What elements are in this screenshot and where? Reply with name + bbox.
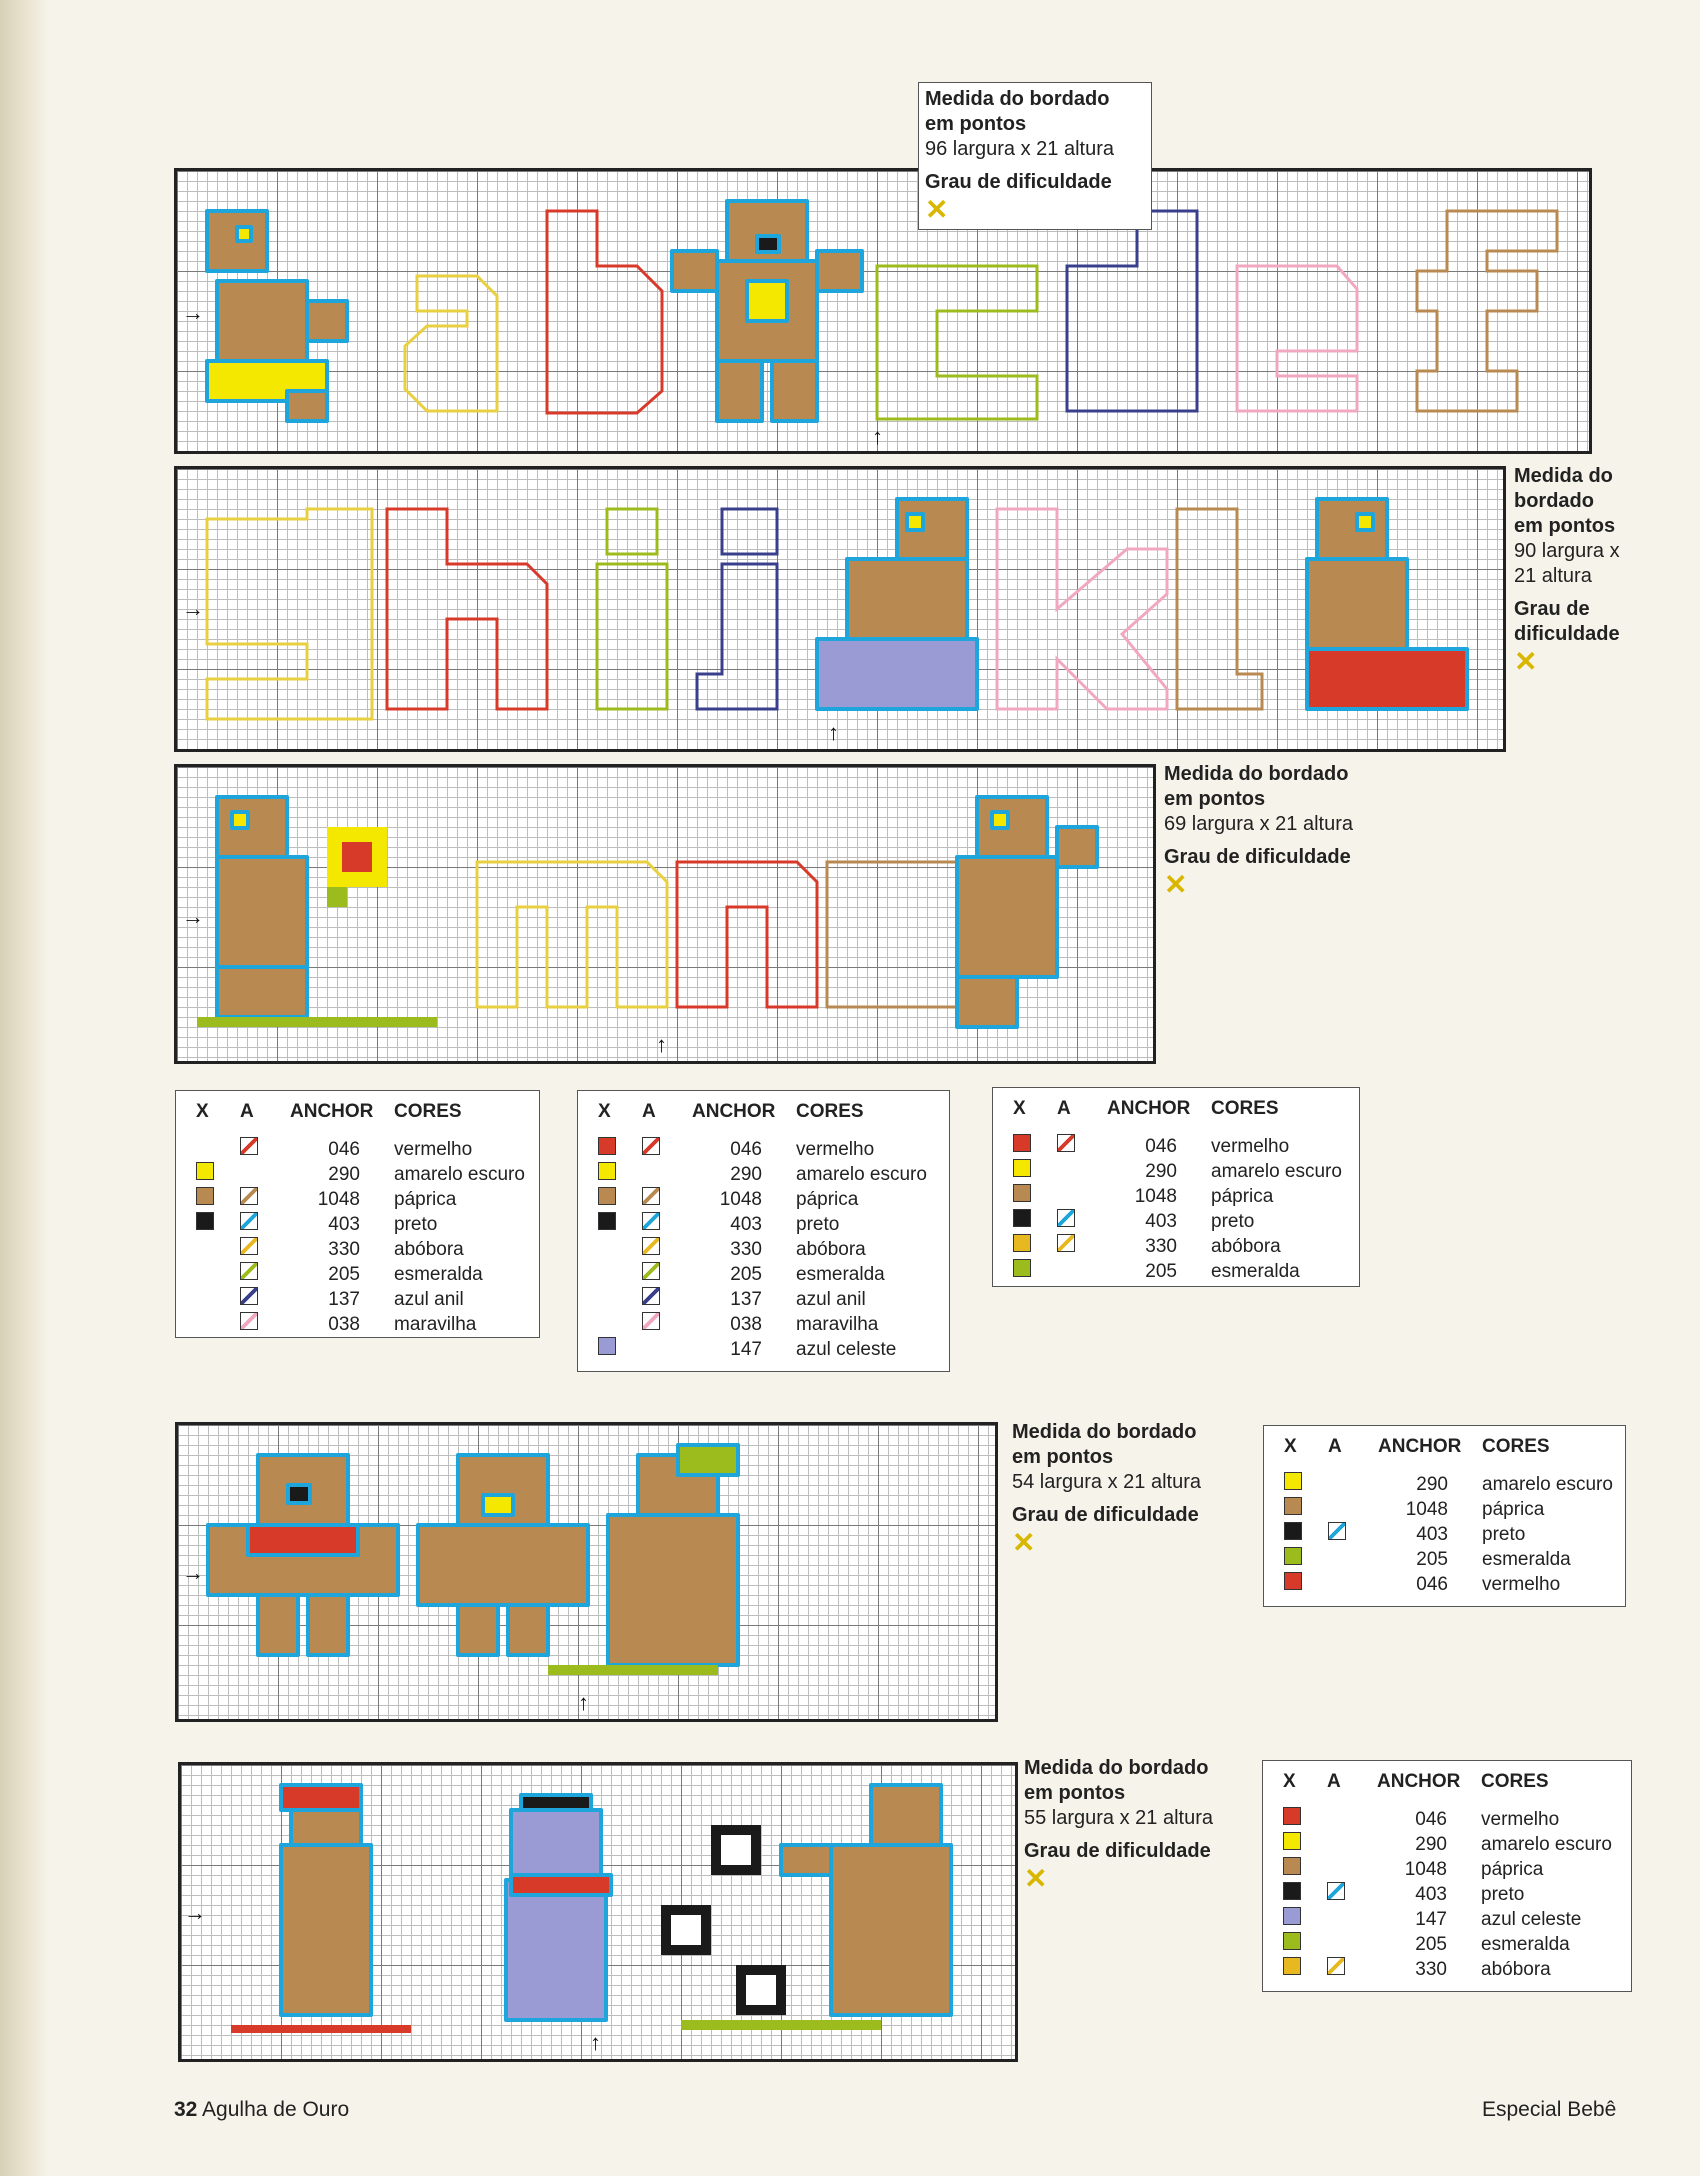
measure-size: 54 largura x 21 altura: [1012, 1471, 1202, 1493]
measure-title: Medida do bordado: [925, 88, 1110, 110]
color-name: páprica: [796, 1189, 859, 1210]
page-number: 32: [174, 2098, 198, 2121]
legend-row: [176, 1262, 539, 1287]
bear-playing-ball: [781, 1785, 951, 2015]
color-name: preto: [796, 1214, 840, 1235]
legend-header-cores: CORES: [796, 1101, 864, 1122]
color-legend-2: [577, 1090, 950, 1372]
backstitch-swatch: [240, 1287, 258, 1305]
measure-sub: em pontos: [1164, 788, 1266, 810]
bear-sitting-yellow-pants: [207, 211, 347, 421]
color-name: esmeralda: [1481, 1934, 1570, 1955]
difficulty-label-cont: dificuldade: [1514, 623, 1620, 645]
chart-4-motifs: [178, 1425, 995, 1719]
legend-row: [993, 1259, 1359, 1284]
chart-2-motifs: [177, 469, 1503, 749]
chart-5-info: [1024, 1756, 1264, 1894]
backstitch-swatch: [240, 1237, 258, 1255]
color-name: abóbora: [394, 1239, 464, 1260]
center-arrow-bottom-3: ↑: [656, 1032, 667, 1057]
anchor-code: 1048: [1134, 1186, 1177, 1207]
full-stitch-swatch: [1013, 1184, 1031, 1202]
legend-header-cores: CORES: [394, 1101, 462, 1122]
magazine-name: Agulha de Ouro: [202, 2098, 350, 2121]
footer-right: Especial Bebê: [1482, 2098, 1617, 2121]
difficulty-label: Grau de dificuldade: [1024, 1840, 1211, 1862]
full-stitch-swatch: [598, 1337, 616, 1355]
chart-3-grid: [174, 764, 1156, 1064]
chart-3-info: [1164, 762, 1424, 900]
legend-row: [578, 1287, 949, 1312]
backstitch-swatch: [240, 1262, 258, 1280]
difficulty-mark: ✕: [925, 194, 949, 225]
backstitch-swatch: [642, 1262, 660, 1280]
chart-5-grid: [178, 1762, 1018, 2062]
full-stitch-swatch: [598, 1162, 616, 1180]
anchor-code: 046: [1416, 1574, 1448, 1595]
difficulty-label: Grau de dificuldade: [1164, 846, 1351, 868]
legend-row: [578, 1212, 949, 1237]
footer-left: [174, 2098, 349, 2122]
letter-m-outline: [477, 862, 667, 1007]
full-stitch-swatch: [1283, 1832, 1301, 1850]
legend-row: [993, 1209, 1359, 1234]
full-stitch-swatch: [1284, 1522, 1302, 1540]
legend-header-a: A: [240, 1101, 254, 1122]
color-name: páprica: [394, 1189, 457, 1210]
soccer-ball-3: [736, 1965, 786, 2015]
measure-size: 96 largura x 21 altura: [925, 138, 1115, 160]
backstitch-swatch: [1057, 1234, 1075, 1252]
letter-k-outline: [997, 509, 1167, 709]
color-name: maravilha: [796, 1314, 879, 1335]
color-name: vermelho: [1211, 1136, 1290, 1157]
color-name: preto: [394, 1214, 438, 1235]
measure-sub: em pontos: [1514, 515, 1616, 537]
color-name: abóbora: [1211, 1236, 1281, 1257]
legend-header-cores: CORES: [1481, 1771, 1549, 1792]
letter-j-outline: [697, 509, 777, 709]
anchor-code: 046: [328, 1139, 360, 1160]
full-stitch-swatch: [1013, 1234, 1031, 1252]
ski: [231, 2025, 411, 2033]
anchor-code: 147: [1415, 1909, 1447, 1930]
color-name: páprica: [1481, 1859, 1544, 1880]
legend-header-anchor: ANCHOR: [1107, 1098, 1191, 1119]
color-legend-4: [1263, 1425, 1626, 1607]
anchor-code: 205: [730, 1264, 762, 1285]
backstitch-swatch: [642, 1187, 660, 1205]
legend-header-x: X: [1283, 1771, 1296, 1792]
legend-row: [1263, 1932, 1631, 1957]
color-name: maravilha: [394, 1314, 477, 1335]
legend-row: [578, 1162, 949, 1187]
legend-row: [1263, 1832, 1631, 1857]
color-name: preto: [1211, 1211, 1255, 1232]
full-stitch-swatch: [1284, 1497, 1302, 1515]
anchor-code: 290: [1145, 1161, 1177, 1182]
measure-title-cont: bordado: [1514, 490, 1594, 512]
color-name: abóbora: [1481, 1959, 1551, 1980]
legend-row: [176, 1237, 539, 1262]
snowman: [506, 1795, 611, 2020]
legend-row: [578, 1137, 949, 1162]
backstitch-swatch: [642, 1287, 660, 1305]
measure-size: 69 largura x 21 altura: [1164, 813, 1354, 835]
anchor-code: 1048: [1404, 1859, 1447, 1880]
color-name: azul celeste: [1481, 1909, 1582, 1930]
chart-5-motifs: [181, 1765, 1015, 2059]
anchor-code: 1048: [1405, 1499, 1448, 1520]
bear-sitting-red-pants: [1307, 499, 1467, 709]
legend-row: [578, 1187, 949, 1212]
bear-waving: [957, 797, 1097, 1027]
legend-row: [176, 1162, 539, 1187]
letter-b-outline: [547, 211, 662, 413]
center-arrow-bottom-2: ↑: [828, 720, 839, 745]
bear-sitting-blue-pants: [817, 499, 977, 709]
full-stitch-swatch: [1013, 1159, 1031, 1177]
legend-row: [1264, 1572, 1625, 1597]
measure-title: Medida do bordado: [1012, 1421, 1197, 1443]
measure-sub: em pontos: [925, 113, 1027, 135]
legend-row: [993, 1184, 1359, 1209]
letter-o-outline: [827, 862, 967, 1007]
full-stitch-swatch: [1284, 1472, 1302, 1490]
full-stitch-swatch: [598, 1187, 616, 1205]
legend-header-anchor: ANCHOR: [1378, 1436, 1462, 1457]
legend-row: [1263, 1882, 1631, 1907]
bear-sitting-center: [418, 1455, 588, 1655]
backstitch-swatch: [1327, 1882, 1345, 1900]
chart-4-grid: [175, 1422, 998, 1722]
color-name: preto: [1481, 1884, 1525, 1905]
center-arrow-left-4: →: [182, 1560, 204, 1585]
legend-row: [578, 1312, 949, 1337]
legend-header-x: X: [1013, 1098, 1026, 1119]
legend-header-anchor: ANCHOR: [290, 1101, 374, 1122]
full-stitch-swatch: [1013, 1259, 1031, 1277]
difficulty-label: Grau de: [1514, 598, 1590, 620]
backstitch-swatch: [240, 1187, 258, 1205]
anchor-code: 1048: [719, 1189, 762, 1210]
measure-sub: em pontos: [1012, 1446, 1114, 1468]
letter-e-outline: [1237, 266, 1357, 411]
anchor-code: 038: [328, 1314, 360, 1335]
backstitch-swatch: [1057, 1209, 1075, 1227]
grass-strip: [548, 1665, 718, 1675]
anchor-code: 205: [1145, 1261, 1177, 1282]
measure-title: Medida do: [1514, 465, 1613, 487]
soccer-ball-2: [711, 1825, 761, 1875]
legend-header-a: A: [1327, 1771, 1341, 1792]
color-name: esmeralda: [1482, 1549, 1571, 1570]
full-stitch-swatch: [1284, 1547, 1302, 1565]
color-name: abóbora: [796, 1239, 866, 1260]
anchor-code: 046: [730, 1139, 762, 1160]
full-stitch-swatch: [1283, 1907, 1301, 1925]
full-stitch-swatch: [196, 1212, 214, 1230]
color-legend-3: [992, 1087, 1360, 1287]
difficulty-mark: ✕: [1164, 869, 1188, 900]
color-name: amarelo escuro: [394, 1164, 525, 1185]
letter-l-outline: [1177, 509, 1262, 709]
chart-1-info: [918, 82, 1152, 230]
legend-header-anchor: ANCHOR: [1377, 1771, 1461, 1792]
measure-size: 55 largura x 21 altura: [1024, 1807, 1214, 1829]
anchor-code: 330: [1145, 1236, 1177, 1257]
grass-strip: [197, 1017, 437, 1027]
anchor-code: 147: [730, 1339, 762, 1360]
legend-header-anchor: ANCHOR: [692, 1101, 776, 1122]
full-stitch-swatch: [1283, 1932, 1301, 1950]
legend-row: [1264, 1522, 1625, 1547]
anchor-code: 330: [730, 1239, 762, 1260]
legend-row: [578, 1337, 949, 1362]
color-name: esmeralda: [1211, 1261, 1300, 1282]
color-name: azul anil: [796, 1289, 866, 1310]
backstitch-swatch: [240, 1312, 258, 1330]
anchor-code: 205: [1416, 1549, 1448, 1570]
bear-with-red-bow: [208, 1455, 398, 1655]
letter-i-outline: [597, 509, 667, 709]
difficulty-mark: ✕: [1024, 1863, 1048, 1894]
legend-row: [176, 1287, 539, 1312]
anchor-code: 403: [328, 1214, 360, 1235]
legend-row: [1263, 1807, 1631, 1832]
backstitch-swatch: [642, 1237, 660, 1255]
legend-header-x: X: [1284, 1436, 1297, 1457]
anchor-code: 290: [328, 1164, 360, 1185]
letter-c-outline: [877, 266, 1037, 419]
legend-row: [1264, 1497, 1625, 1522]
color-legend-1: [175, 1090, 540, 1338]
legend-header-a: A: [1057, 1098, 1071, 1119]
color-name: esmeralda: [394, 1264, 483, 1285]
legend-row: [176, 1312, 539, 1337]
chart-1-motifs: [177, 171, 1589, 451]
full-stitch-swatch: [1283, 1857, 1301, 1875]
anchor-code: 290: [1416, 1474, 1448, 1495]
anchor-code: 403: [1416, 1524, 1448, 1545]
anchor-code: 403: [730, 1214, 762, 1235]
center-arrow-left-2: →: [182, 596, 204, 621]
backstitch-swatch: [1057, 1134, 1075, 1152]
color-name: esmeralda: [796, 1264, 885, 1285]
anchor-code: 205: [328, 1264, 360, 1285]
difficulty-mark: ✕: [1514, 646, 1538, 677]
full-stitch-swatch: [1013, 1209, 1031, 1227]
difficulty-label: Grau de dificuldade: [1012, 1504, 1199, 1526]
color-legend-5: [1262, 1760, 1632, 1992]
legend-row: [176, 1137, 539, 1162]
anchor-code: 403: [1145, 1211, 1177, 1232]
full-stitch-swatch: [598, 1212, 616, 1230]
center-arrow-left-1: →: [182, 300, 204, 325]
color-name: páprica: [1211, 1186, 1274, 1207]
anchor-code: 038: [730, 1314, 762, 1335]
backstitch-swatch: [1328, 1522, 1346, 1540]
legend-row: [578, 1262, 949, 1287]
center-arrow-left-3: →: [182, 904, 204, 929]
backstitch-swatch: [1327, 1957, 1345, 1975]
color-name: amarelo escuro: [1482, 1474, 1613, 1495]
measure-title: Medida do bordado: [1164, 763, 1349, 785]
chart-3-motifs: [177, 767, 1153, 1061]
bear-standing-arms-up: [672, 201, 862, 421]
legend-row: [1263, 1907, 1631, 1932]
color-name: vermelho: [796, 1139, 875, 1160]
full-stitch-swatch: [1013, 1134, 1031, 1152]
anchor-code: 330: [328, 1239, 360, 1260]
legend-row: [1264, 1472, 1625, 1497]
color-name: preto: [1482, 1524, 1526, 1545]
color-name: amarelo escuro: [796, 1164, 927, 1185]
letter-g-outline: [207, 509, 372, 719]
chart-1-grid: [174, 168, 1592, 454]
chart-2-info: [1514, 464, 1664, 677]
color-name: vermelho: [394, 1139, 473, 1160]
center-arrow-bottom-4: ↑: [578, 1690, 589, 1715]
bear-with-flowers: [217, 797, 307, 1017]
legend-row: [993, 1234, 1359, 1259]
grass-strip: [681, 2020, 881, 2030]
legend-row: [578, 1237, 949, 1262]
measure-sub: em pontos: [1024, 1782, 1126, 1804]
bear-with-green-hat: [608, 1445, 738, 1665]
center-arrow-left-5: →: [184, 1900, 206, 1925]
letter-d-outline: [1067, 211, 1197, 411]
backstitch-swatch: [240, 1212, 258, 1230]
full-stitch-swatch: [196, 1187, 214, 1205]
anchor-code: 290: [730, 1164, 762, 1185]
full-stitch-swatch: [1283, 1882, 1301, 1900]
full-stitch-swatch: [196, 1162, 214, 1180]
anchor-code: 205: [1415, 1934, 1447, 1955]
anchor-code: 137: [328, 1289, 360, 1310]
anchor-code: 137: [730, 1289, 762, 1310]
flower-bunch: [327, 827, 387, 907]
anchor-code: 403: [1415, 1884, 1447, 1905]
color-name: amarelo escuro: [1211, 1161, 1342, 1182]
backstitch-swatch: [240, 1137, 258, 1155]
color-name: vermelho: [1482, 1574, 1561, 1595]
color-name: vermelho: [1481, 1809, 1560, 1830]
legend-header-cores: CORES: [1211, 1098, 1279, 1119]
full-stitch-swatch: [1284, 1572, 1302, 1590]
anchor-code: 046: [1145, 1136, 1177, 1157]
measure-title: Medida do bordado: [1024, 1757, 1209, 1779]
letter-n-outline: [677, 862, 817, 1007]
bear-skiing: [281, 1785, 371, 2015]
full-stitch-swatch: [1283, 1957, 1301, 1975]
center-arrow-bottom-5: ↑: [590, 2030, 601, 2055]
anchor-code: 046: [1415, 1809, 1447, 1830]
chart-4-info: [1012, 1420, 1252, 1558]
legend-header-x: X: [196, 1101, 209, 1122]
full-stitch-swatch: [598, 1137, 616, 1155]
color-name: azul celeste: [796, 1339, 897, 1360]
color-name: azul anil: [394, 1289, 464, 1310]
difficulty-label: Grau de dificuldade: [925, 171, 1112, 193]
chart-2-grid: [174, 466, 1506, 752]
backstitch-swatch: [642, 1212, 660, 1230]
color-name: páprica: [1482, 1499, 1545, 1520]
page-spine-shadow: [0, 0, 50, 2176]
center-arrow-bottom-1: ↑: [872, 424, 883, 449]
color-name: amarelo escuro: [1481, 1834, 1612, 1855]
backstitch-swatch: [642, 1312, 660, 1330]
backstitch-swatch: [642, 1137, 660, 1155]
legend-header-cores: CORES: [1482, 1436, 1550, 1457]
legend-header-a: A: [642, 1101, 656, 1122]
letter-f-outline: [1417, 211, 1557, 411]
letter-h-outline: [387, 509, 547, 709]
measure-size: 90 largura x: [1514, 540, 1620, 562]
anchor-code: 330: [1415, 1959, 1447, 1980]
difficulty-mark: ✕: [1012, 1527, 1036, 1558]
legend-row: [993, 1159, 1359, 1184]
legend-header-a: A: [1328, 1436, 1342, 1457]
legend-row: [176, 1187, 539, 1212]
letter-a-outline: [405, 276, 497, 411]
legend-header-x: X: [598, 1101, 611, 1122]
legend-row: [993, 1134, 1359, 1159]
legend-row: [176, 1212, 539, 1237]
measure-size-cont: 21 altura: [1514, 565, 1592, 587]
legend-row: [1263, 1857, 1631, 1882]
anchor-code: 1048: [317, 1189, 360, 1210]
soccer-ball-1: [661, 1905, 711, 1955]
anchor-code: 290: [1415, 1834, 1447, 1855]
legend-row: [1263, 1957, 1631, 1982]
full-stitch-swatch: [1283, 1807, 1301, 1825]
legend-row: [1264, 1547, 1625, 1572]
